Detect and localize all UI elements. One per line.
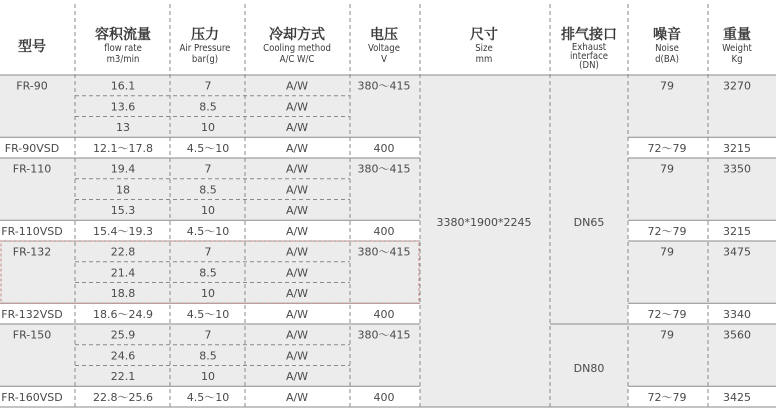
cell-cooling: A/W (285, 121, 309, 134)
header-flow-en: flow rate (104, 43, 142, 54)
cell-pressure: 7 (204, 328, 212, 342)
cell-cooling: A/W (285, 307, 309, 321)
cell-noise: 72～79 (647, 390, 687, 404)
cell-flow: 13 (116, 121, 130, 134)
cell-noise: 79 (660, 328, 674, 342)
header-weight-en: Weight (722, 43, 752, 54)
cell-pressure: 4.5～10 (186, 390, 230, 404)
header-pressure-unit: bar(g) (191, 54, 219, 65)
row-group-bg (628, 324, 776, 386)
cell-model: FR-132VSD (1, 307, 63, 321)
cell-pressure: 7 (204, 79, 212, 93)
cell-cooling: A/W (285, 287, 309, 300)
row-group-bg (628, 158, 776, 220)
cell-weight: 3475 (723, 245, 751, 259)
header-pressure-en: Air Pressure (179, 43, 231, 54)
cell-noise: 79 (660, 79, 674, 93)
cell-flow: 21.4 (110, 266, 136, 280)
cell-cooling: A/W (285, 390, 309, 404)
cell-voltage: 380～415 (357, 328, 411, 342)
cell-cooling: A/W (285, 204, 309, 217)
cell-weight: 3270 (723, 79, 751, 93)
header-noise-en: Noise (655, 43, 679, 54)
cell-voltage: 400 (373, 141, 395, 155)
header-cooling-unit: A/C W/C (279, 54, 315, 65)
row-group-bg (628, 241, 776, 303)
cell-pressure: 8.5 (199, 183, 217, 197)
cell-pressure: 10 (201, 370, 215, 383)
cell-cooling: A/W (285, 141, 309, 155)
cell-pressure: 10 (201, 121, 215, 134)
size-cell: 3380*1900*2245 (436, 216, 532, 229)
header-flow-zh: 容积流量 (95, 27, 151, 43)
cell-voltage: 380～415 (357, 79, 411, 93)
cell-voltage: 400 (373, 224, 395, 238)
cell-flow: 24.6 (110, 349, 136, 363)
cell-pressure: 10 (201, 204, 215, 217)
cell-noise: 72～79 (647, 307, 687, 321)
header-exhaust-unit: (DN) (579, 60, 599, 71)
header-cooling-en: Cooling method (263, 43, 331, 54)
cell-flow: 18 (116, 183, 130, 197)
cell-model: FR-90 (16, 79, 48, 93)
cell-weight: 3340 (723, 307, 751, 321)
cell-model: FR-132 (12, 245, 52, 259)
header-size-en: Size (475, 43, 493, 54)
cell-flow: 22.1 (110, 370, 136, 383)
cell-flow: 22.8～25.6 (93, 390, 153, 404)
exhaust-cell-dn65: DN65 (573, 216, 605, 229)
cell-pressure: 4.5～10 (186, 307, 230, 321)
cell-noise: 72～79 (647, 224, 687, 238)
cell-pressure: 7 (204, 162, 212, 176)
header-size-zh: 尺寸 (470, 27, 498, 43)
cell-pressure: 7 (204, 245, 212, 259)
header-exhaust-en: Exhaust (571, 42, 607, 53)
cell-weight: 3215 (723, 224, 751, 238)
header-voltage-zh: 电压 (370, 27, 398, 43)
header-exhaust-en-2: interface (569, 51, 609, 62)
cell-flow: 22.8 (110, 245, 136, 259)
cell-model: FR-150 (12, 328, 52, 342)
row-group-bg (628, 75, 776, 137)
cell-flow: 13.6 (110, 100, 136, 114)
header-exhaust-zh: 排气接口 (561, 27, 617, 43)
cell-voltage: 380～415 (357, 245, 411, 259)
cell-pressure: 4.5～10 (186, 224, 230, 238)
header-pressure-zh: 压力 (191, 27, 219, 43)
cell-flow: 12.1～17.8 (93, 141, 153, 155)
exhaust-cell-dn80: DN80 (573, 362, 605, 375)
cell-cooling: A/W (285, 224, 309, 238)
cell-voltage: 380～415 (357, 162, 411, 176)
header-weight-zh: 重量 (723, 27, 751, 43)
header-noise-unit: d(BA) (655, 54, 679, 65)
header-model-zh: 型号 (18, 39, 46, 55)
cell-noise: 79 (660, 162, 674, 176)
cell-flow: 18.6～24.9 (93, 307, 153, 321)
merged-bg (420, 75, 628, 407)
cell-pressure: 4.5～10 (186, 141, 230, 155)
cell-cooling: A/W (285, 100, 309, 114)
cell-pressure: 10 (201, 287, 215, 300)
cell-flow: 19.4 (110, 162, 136, 176)
cell-weight: 3215 (723, 141, 751, 155)
cell-weight: 3350 (723, 162, 751, 176)
cell-voltage: 400 (373, 390, 395, 404)
cell-flow: 25.9 (110, 328, 136, 342)
cell-noise: 72～79 (647, 141, 687, 155)
cell-voltage: 400 (373, 307, 395, 321)
cell-model: FR-110 (12, 162, 52, 176)
cell-cooling: A/W (285, 266, 309, 280)
cell-flow: 15.3 (110, 204, 136, 217)
cell-pressure: 8.5 (199, 349, 217, 363)
cell-pressure: 8.5 (199, 100, 217, 114)
cell-noise: 79 (660, 245, 674, 259)
header-voltage-en: Voltage (368, 43, 400, 54)
header-size-unit: mm (475, 54, 493, 65)
header-cooling-zh: 冷却方式 (269, 27, 325, 43)
cell-weight: 3425 (723, 390, 751, 404)
cell-model: FR-160VSD (1, 390, 63, 404)
cell-cooling: A/W (285, 79, 309, 93)
cell-cooling: A/W (285, 328, 309, 342)
header-weight-unit: Kg (731, 54, 743, 65)
table-header (18, 26, 753, 71)
cell-cooling: A/W (285, 245, 309, 259)
cell-cooling: A/W (285, 349, 309, 363)
cell-cooling: A/W (285, 162, 309, 176)
cell-cooling: A/W (285, 370, 309, 383)
cell-flow: 15.4～19.3 (93, 224, 153, 238)
cell-flow: 18.8 (110, 287, 136, 300)
cell-flow: 16.1 (110, 79, 136, 93)
header-noise-zh: 噪音 (653, 27, 681, 43)
cell-model: FR-110VSD (1, 224, 63, 238)
cell-model: FR-90VSD (4, 141, 60, 155)
cell-pressure: 8.5 (199, 266, 217, 280)
header-flow-unit: m3/min (106, 54, 140, 65)
header-voltage-unit: V (381, 54, 387, 65)
cell-cooling: A/W (285, 183, 309, 197)
cell-weight: 3560 (723, 328, 751, 342)
